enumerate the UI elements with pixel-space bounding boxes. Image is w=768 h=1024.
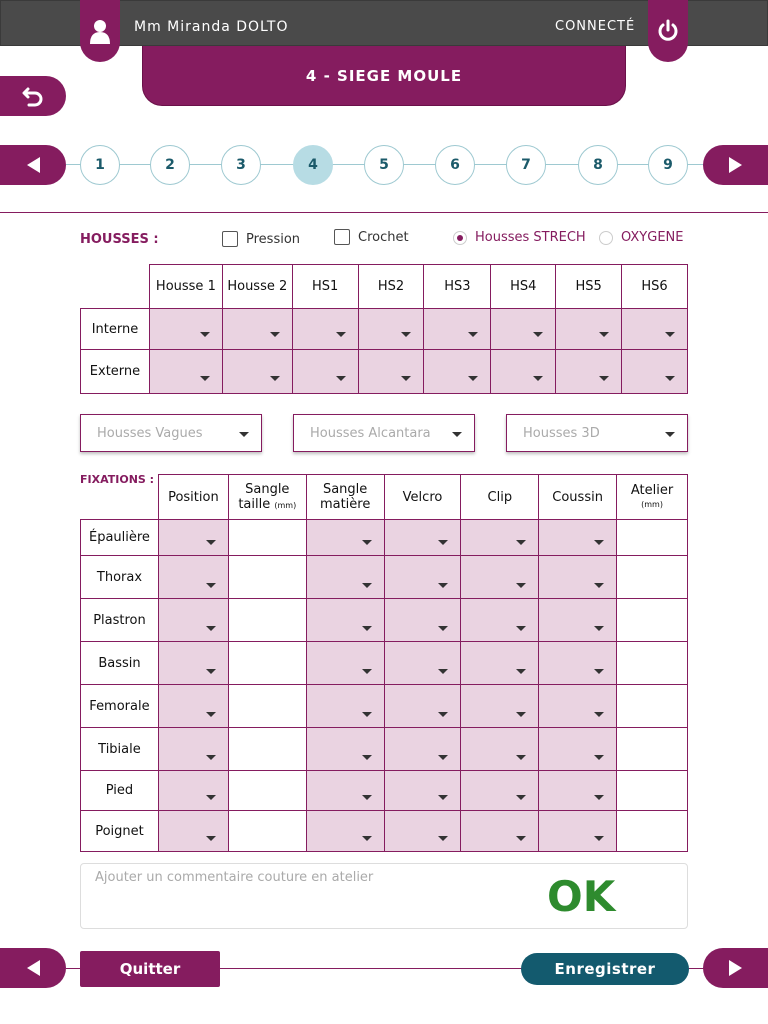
chevron-down-icon xyxy=(452,432,462,437)
position-select[interactable] xyxy=(158,642,228,685)
step-2[interactable]: 2 xyxy=(150,145,190,185)
atelier-input[interactable] xyxy=(617,685,688,728)
sangle-taille-input[interactable] xyxy=(228,642,306,685)
save-button[interactable]: Enregistrer xyxy=(521,953,689,985)
ok-indicator: OK xyxy=(547,872,616,921)
velcro-select[interactable] xyxy=(384,520,461,556)
col-housse-1: Housse 1 xyxy=(149,265,222,309)
fixation-row xyxy=(81,599,688,642)
checkbox-icon[interactable] xyxy=(222,231,238,247)
sangle-taille-input[interactable] xyxy=(228,520,306,556)
housses-vagues-select[interactable] xyxy=(80,414,262,452)
velcro-select[interactable] xyxy=(384,556,461,599)
fixation-row xyxy=(81,771,688,811)
housse-select[interactable] xyxy=(292,350,358,394)
sangle-matiere-select[interactable] xyxy=(306,520,384,556)
option-oxygene-label: OXYGENE xyxy=(621,230,684,245)
fixation-row-label: Plastron xyxy=(81,599,159,642)
col-sangle-taille-line2: taille xyxy=(238,496,271,512)
col-sangle-taille xyxy=(228,475,306,520)
option-pression[interactable] xyxy=(222,231,300,247)
logout-button[interactable] xyxy=(648,0,688,62)
velcro-select[interactable] xyxy=(384,642,461,685)
undo-icon xyxy=(22,85,44,107)
position-select[interactable] xyxy=(158,771,228,811)
chevron-down-icon xyxy=(665,432,675,437)
coussin-select[interactable] xyxy=(539,811,617,852)
step-1[interactable]: 1 xyxy=(80,145,120,185)
atelier-input[interactable] xyxy=(617,771,688,811)
housse-select[interactable] xyxy=(556,350,622,394)
velcro-select[interactable] xyxy=(384,811,461,852)
fixation-row-label: Bassin xyxy=(81,642,159,685)
arrow-right-icon xyxy=(729,157,742,173)
velcro-select[interactable] xyxy=(384,771,461,811)
fixations-label: FIXATIONS : xyxy=(80,473,155,486)
col-housse-2: Housse 2 xyxy=(222,265,292,309)
col-atelier xyxy=(617,475,688,520)
radio-checked-icon[interactable] xyxy=(453,231,467,245)
col-sangle-taille-line1: Sangle xyxy=(245,481,290,497)
prev-step-button[interactable] xyxy=(0,145,66,185)
col-velcro: Velcro xyxy=(384,475,461,520)
option-crochet-label: Crochet xyxy=(358,229,409,245)
arrow-left-icon xyxy=(27,157,40,173)
col-hs3: HS3 xyxy=(424,265,491,309)
chevron-down-icon xyxy=(239,432,249,437)
coussin-select[interactable] xyxy=(539,642,617,685)
col-sangle-matiere xyxy=(306,475,384,520)
position-select[interactable] xyxy=(158,728,228,771)
sangle-taille-input[interactable] xyxy=(228,599,306,642)
col-sangle-taille-unit: (mm) xyxy=(274,500,297,510)
row-interne: Interne xyxy=(81,309,150,350)
option-strech[interactable] xyxy=(453,230,586,245)
velcro-select[interactable] xyxy=(384,728,461,771)
fixation-row xyxy=(81,642,688,685)
fixation-row xyxy=(81,520,688,556)
atelier-input[interactable] xyxy=(617,556,688,599)
housse-select[interactable] xyxy=(222,350,292,394)
fixation-row-label: Pied xyxy=(81,771,159,811)
housse-select[interactable] xyxy=(358,350,424,394)
clip-select[interactable] xyxy=(461,556,539,599)
fixation-row-label: Poignet xyxy=(81,811,159,852)
housse-select[interactable] xyxy=(149,309,222,350)
housse-select[interactable] xyxy=(424,309,491,350)
fixation-row xyxy=(81,728,688,771)
sangle-matiere-select[interactable] xyxy=(306,771,384,811)
housse-select[interactable] xyxy=(491,309,556,350)
step-5[interactable]: 5 xyxy=(364,145,404,185)
housses-alcantara-placeholder: Housses Alcantara xyxy=(310,425,431,441)
step-6[interactable]: 6 xyxy=(435,145,475,185)
housses-label: HOUSSES : xyxy=(80,232,159,247)
col-sangle-matiere-line2: matière xyxy=(319,497,371,512)
housse-select[interactable] xyxy=(622,309,688,350)
col-hs6: HS6 xyxy=(622,265,688,309)
clip-select[interactable] xyxy=(461,771,539,811)
housses-3d-select[interactable] xyxy=(506,414,688,452)
housse-select[interactable] xyxy=(222,309,292,350)
housse-select[interactable] xyxy=(149,350,222,394)
coussin-select[interactable] xyxy=(539,685,617,728)
option-oxygene[interactable] xyxy=(599,230,683,245)
clip-select[interactable] xyxy=(461,520,539,556)
clip-select[interactable] xyxy=(461,642,539,685)
position-select[interactable] xyxy=(158,520,228,556)
fixation-row-label: Thorax xyxy=(81,556,159,599)
col-atelier-label: Atelier xyxy=(630,482,674,498)
page-title: 4 - SIEGE MOULE xyxy=(142,46,626,106)
coussin-select[interactable] xyxy=(539,520,617,556)
housse-select[interactable] xyxy=(292,309,358,350)
sangle-taille-input[interactable] xyxy=(228,811,306,852)
sangle-matiere-select[interactable] xyxy=(306,685,384,728)
housses-alcantara-select[interactable] xyxy=(293,414,475,452)
user-avatar-button[interactable] xyxy=(80,0,120,62)
housses-3d-placeholder: Housses 3D xyxy=(523,425,600,441)
back-button[interactable] xyxy=(0,76,66,116)
checkbox-icon[interactable] xyxy=(334,229,350,245)
sangle-taille-input[interactable] xyxy=(228,685,306,728)
option-strech-label: Housses STRECH xyxy=(475,230,586,245)
sangle-matiere-select[interactable] xyxy=(306,556,384,599)
clip-select[interactable] xyxy=(461,728,539,771)
comment-field[interactable]: Ajouter un commentaire couture en atelier xyxy=(80,863,688,929)
row-externe: Externe xyxy=(81,350,150,394)
fixation-row xyxy=(81,685,688,728)
fixation-row xyxy=(81,556,688,599)
radio-icon[interactable] xyxy=(599,231,613,245)
sangle-matiere-select[interactable] xyxy=(306,642,384,685)
clip-select[interactable] xyxy=(461,685,539,728)
user-icon xyxy=(88,18,112,44)
user-name: Mm Miranda DOLTO xyxy=(134,19,289,35)
atelier-input[interactable] xyxy=(617,642,688,685)
col-coussin: Coussin xyxy=(539,475,617,520)
coussin-select[interactable] xyxy=(539,728,617,771)
col-hs2: HS2 xyxy=(358,265,424,309)
col-sangle-matiere-line1: Sangle xyxy=(322,482,368,497)
divider xyxy=(0,212,768,213)
position-select[interactable] xyxy=(158,556,228,599)
arrow-left-icon xyxy=(27,960,40,976)
position-select[interactable] xyxy=(158,811,228,852)
quit-button[interactable]: Quitter xyxy=(80,951,220,987)
step-3[interactable]: 3 xyxy=(221,145,261,185)
atelier-input[interactable] xyxy=(617,599,688,642)
velcro-select[interactable] xyxy=(384,599,461,642)
housses-vagues-placeholder: Housses Vagues xyxy=(97,425,203,441)
atelier-input[interactable] xyxy=(617,728,688,771)
sangle-taille-input[interactable] xyxy=(228,728,306,771)
housse-select[interactable] xyxy=(556,309,622,350)
fixation-row-label: Épaulière xyxy=(81,520,159,556)
housse-select[interactable] xyxy=(491,350,556,394)
clip-select[interactable] xyxy=(461,599,539,642)
clip-select[interactable] xyxy=(461,811,539,852)
housses-table xyxy=(80,264,688,394)
step-9[interactable]: 9 xyxy=(648,145,688,185)
next-page-button[interactable] xyxy=(703,948,768,988)
col-hs1: HS1 xyxy=(292,265,358,309)
power-icon xyxy=(656,19,680,43)
connection-status: CONNECTÉ xyxy=(555,19,636,34)
housse-select[interactable] xyxy=(424,350,491,394)
fixation-row-label: Femorale xyxy=(81,685,159,728)
fixation-row xyxy=(81,811,688,852)
housse-select[interactable] xyxy=(622,350,688,394)
col-hs5: HS5 xyxy=(556,265,622,309)
option-pression-label: Pression xyxy=(246,231,301,247)
step-7[interactable]: 7 xyxy=(506,145,546,185)
step-4[interactable]: 4 xyxy=(293,145,333,185)
coussin-select[interactable] xyxy=(539,556,617,599)
housse-select[interactable] xyxy=(358,309,424,350)
atelier-input[interactable] xyxy=(617,811,688,852)
sangle-matiere-select[interactable] xyxy=(306,599,384,642)
col-hs4: HS4 xyxy=(491,265,556,309)
sangle-taille-input[interactable] xyxy=(228,771,306,811)
option-crochet[interactable] xyxy=(334,229,409,245)
atelier-input[interactable] xyxy=(617,520,688,556)
col-atelier-unit: (mm) xyxy=(641,499,663,509)
col-position: Position xyxy=(158,475,228,520)
position-select[interactable] xyxy=(158,599,228,642)
velcro-select[interactable] xyxy=(384,685,461,728)
coussin-select[interactable] xyxy=(539,771,617,811)
next-step-button[interactable] xyxy=(703,145,768,185)
fixations-table xyxy=(80,474,688,852)
position-select[interactable] xyxy=(158,685,228,728)
step-8[interactable]: 8 xyxy=(578,145,618,185)
coussin-select[interactable] xyxy=(539,599,617,642)
sangle-matiere-select[interactable] xyxy=(306,728,384,771)
fixation-row-label: Tibiale xyxy=(81,728,159,771)
col-clip: Clip xyxy=(461,475,539,520)
arrow-right-icon xyxy=(729,960,742,976)
sangle-taille-input[interactable] xyxy=(228,556,306,599)
prev-page-button[interactable] xyxy=(0,948,66,988)
sangle-matiere-select[interactable] xyxy=(306,811,384,852)
